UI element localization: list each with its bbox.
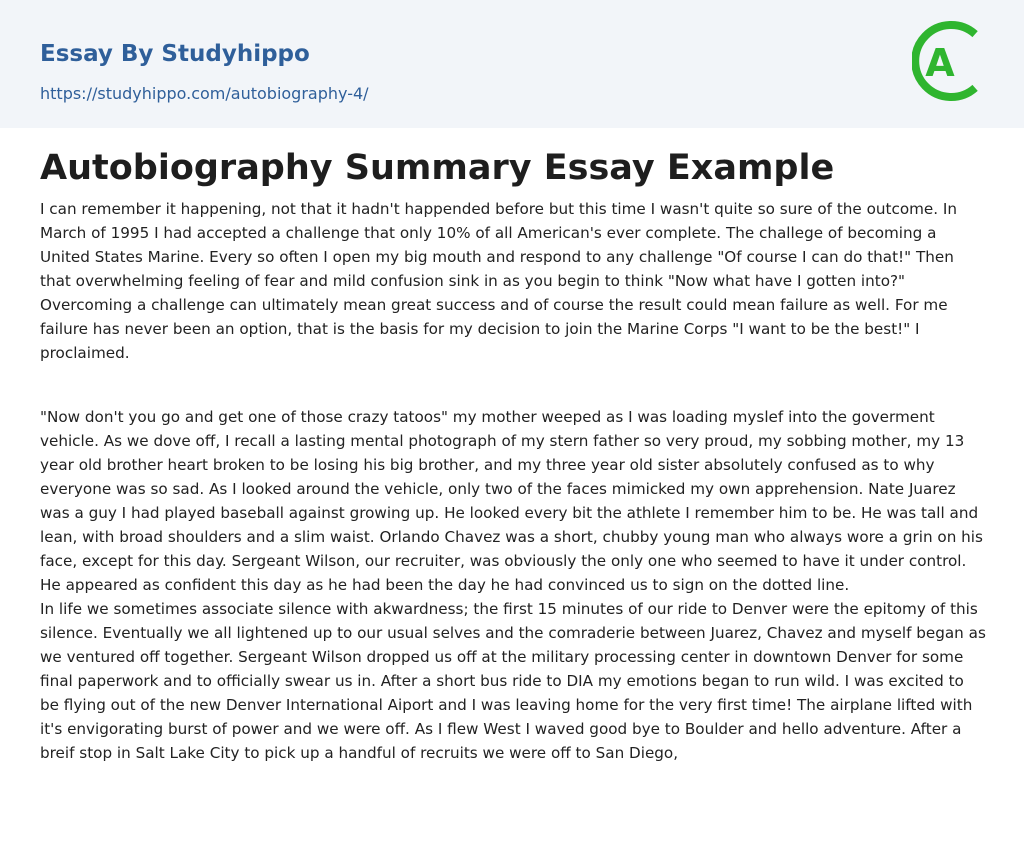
page-title: Autobiography Summary Essay Example [40,148,835,188]
brand-name[interactable]: Essay By Studyhippo [40,41,310,67]
essay-url-link[interactable]: https://studyhippo.com/autobiography-4/ [40,84,369,103]
site-header [0,0,1024,128]
essay-paragraph: In life we sometimes associate silence with akwardness; the first 15 minutes of our ride to Denver were the epitomy of this silence. Eventually we all lightened up to our usual selves and the comraderie between Juarez, Chavez and myself began as we ventured off together. Sergeant Wilson dropped us off at the military processing center in downtown Denver for some final paperwork and to officially swear us in. After a short bus ride to DIA my emotions began to run wild. I was excited to be flying out of the new Denver International Aiport and I was leaving home for the very first time! The airplane lifted with it's envigorating burst of power and we were off. As I flew West I waved good bye to Boulder and hello adventure. After a breif stop in Salt Lake City to pick up a handful of recruits we were off to San Diego, [40,600,986,762]
article [0,128,1024,765]
essay-paragraph: "Now don't you go and get one of those crazy tatoos" my mother weeped as I was loading myslef into the goverment vehicle. As we dove off, I recall a lasting mental photograph of my stern father so very proud, my sobbing mother, my 13 year old brother heart broken to be losing his big brother, and my three year old sister absolutely confused as to why everyone was so sad. As I looked around the vehicle, only two of the faces mimicked my own apprehension. Nate Juarez was a guy I had played baseball against growing up. He looked every bit the athlete I remember him to be. He was tall and lean, with broad shoulders and a slim waist. Orlando Chavez was a short, chubby young man who always wore a grin on his face, except for this day. Sergeant Wilson, our recruiter, was obviously the only one who seemed to have it under control. He appeared as confident this day as he had been the day he had convinced us to sign on the dotted line. [40,408,983,594]
studyhippo-logo-icon[interactable] [912,20,986,104]
paragraph-gap [40,365,986,405]
logo-letter: A [925,41,955,85]
essay-paragraph: I can remember it happening, not that it hadn't happended before but this time I wasn't quite so sure of the outcome. In March of 1995 I had accepted a challenge that only 10% of all American's ever complete. The challege of becoming a United States Marine. Every so often I open my big mouth and respond to any challenge "Of course I can do that!" Then that overwhelming feeling of fear and mild confusion sink in as you begin to think "Now what have I gotten into?" Overcoming a challenge can ultimately mean great success and of course the result could mean failure as well. For me failure has never been an option, that is the basis for my decision to join the Marine Corps "I want to be the best!" I proclaimed. [40,200,958,362]
